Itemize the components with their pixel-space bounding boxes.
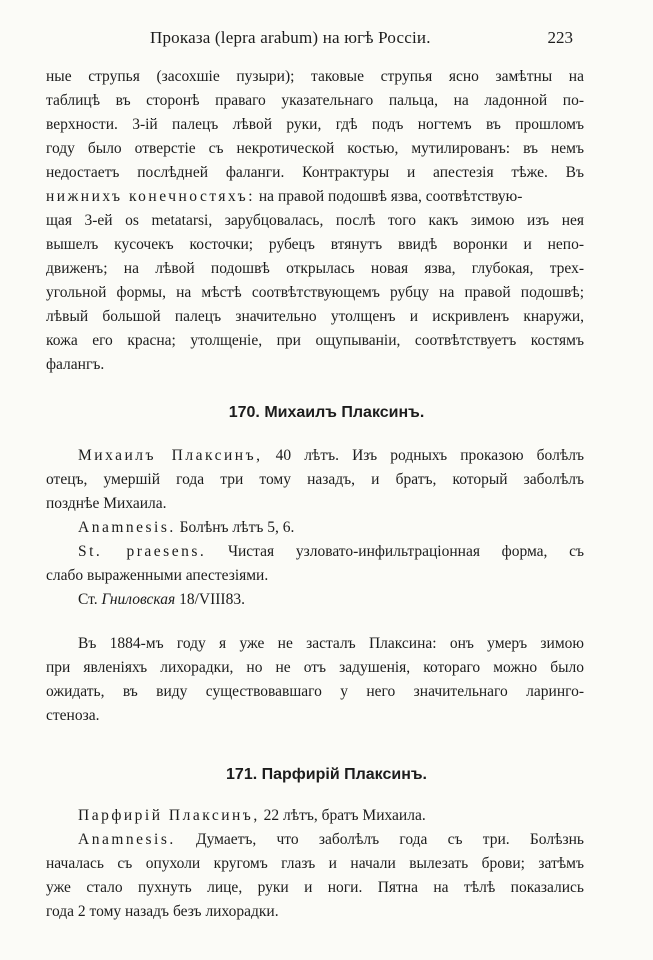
text-line: ожидать, въ виду существовавшаго у него значительнаго ларинго-: [46, 683, 584, 700]
text-line: недостаетъ послѣдней фаланги. Контрактуры и апестезія тѣже. Въ: [46, 164, 584, 181]
praesens-label: St. praesens.: [78, 543, 207, 560]
section-heading: 171. Парфирій Плаксинъ.: [226, 766, 427, 783]
text-line: угольной формы, на мѣстѣ соотвѣтствующемъ рубцу на правой подошвѣ;: [46, 284, 584, 301]
text-line: щая 3-ей os metatarsi, зарубцовалась, послѣ того какъ зимою изъ нея: [46, 212, 584, 229]
spaced-emphasis: нижнихъ конечностяхъ:: [46, 188, 256, 205]
text-line: началась съ опухоли кругомъ глазъ и начали вылезать брови; затѣмъ: [46, 855, 584, 872]
text-line: года 2 тому назадъ безъ лихорадки.: [46, 903, 279, 920]
station-line: [78, 590, 584, 610]
text-span: Болѣнъ лѣтъ 5, 6.: [179, 519, 295, 536]
text-line: при явленіяхъ лихорадки, но не отъ задушенія, котораго можно было: [46, 659, 584, 676]
running-header-title: Проказа (lepra arabum) на югѣ Россіи.: [150, 28, 431, 47]
text-line: вышелъ кусочекъ косточки; рубецъ втянутъ ввидѣ воронки и непо-: [46, 236, 584, 253]
text-line: фалангъ.: [46, 356, 105, 373]
section-heading: 170. Михаилъ Плаксинъ.: [228, 404, 425, 421]
text-span: Думаетъ, что заболѣлъ года съ три. Болѣзнь: [196, 831, 584, 848]
station-label: Ст.: [78, 591, 98, 608]
station-date: 18/VIII83.: [179, 591, 245, 608]
text-line: Въ 1884-мъ году я уже не засталъ Плаксина: онъ умеръ зимою: [78, 635, 584, 652]
patient-name: Парфирій Плаксинъ,: [78, 807, 260, 824]
text-span: 40 лѣтъ. Изъ родныхъ проказою болѣлъ: [275, 447, 584, 464]
patient-name: Михаилъ Плаксинъ,: [78, 447, 263, 464]
text-span: на правой подошвѣ язва, соотвѣтствую-: [258, 188, 523, 205]
text-line: [78, 806, 584, 826]
text-line: ные струпья (засохшіе пузыри); таковые струпья ясно замѣтны на: [46, 68, 584, 85]
text-span: 22 лѣтъ, братъ Михаила.: [263, 807, 426, 824]
text-line: слабо выраженными апестезіями.: [46, 567, 269, 584]
text-span: Чистая узловато-инфильтраціонная форма, съ: [227, 543, 585, 560]
text-line: стеноза.: [46, 707, 100, 724]
text-line: отецъ, умершій года три тому назадъ, и братъ, который заболѣлъ: [46, 471, 584, 488]
text-line: таблицѣ въ сторонѣ праваго указательнаго пальца, на ладонной по-: [46, 92, 584, 109]
anamnesis-label: Anamnesis.: [78, 519, 176, 536]
text-line: лѣвый большой палецъ значительно утолщенъ и искривленъ кнаружи,: [46, 308, 584, 325]
text-line: [78, 446, 584, 466]
station-name: Гниловская: [101, 591, 176, 608]
text-line: движенъ; на лѣвой подошвѣ открылась новая язва, глубокая, трех-: [46, 260, 584, 277]
text-line: кожа его красна; утолщеніе, при ощупываніи, соотвѣтствуетъ костямъ: [46, 332, 584, 349]
text-line: [46, 187, 584, 207]
text-line: верхности. 3-ій палецъ лѣвой руки, гдѣ подъ ногтемъ въ прошломъ: [46, 116, 584, 133]
page-number: 223: [547, 28, 573, 47]
anamnesis-line: [78, 518, 584, 538]
text-line: позднѣе Михаила.: [46, 495, 167, 512]
anamnesis-label: Anamnesis.: [78, 831, 176, 848]
text-line: году было отверстіе съ некротической костью, мутилированъ: въ немъ: [46, 140, 584, 157]
anamnesis-line: [78, 830, 584, 850]
praesens-line: [78, 542, 584, 562]
text-line: уже стало пухнуть лице, руки и ноги. Пятна на тѣлѣ показались: [46, 879, 584, 896]
